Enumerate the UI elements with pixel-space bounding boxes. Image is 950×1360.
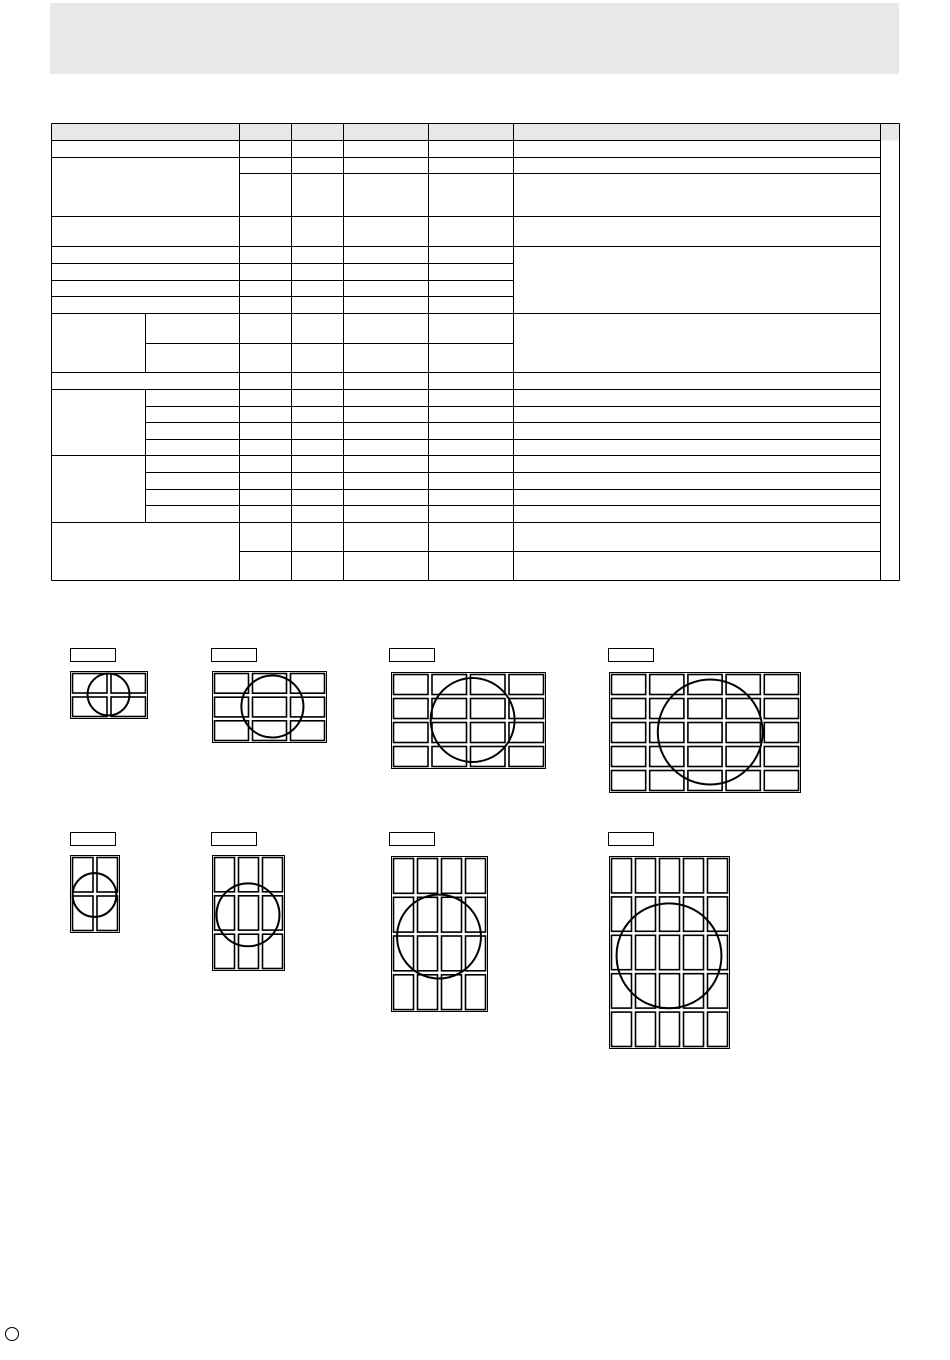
- portrait-layout-diagram-5x5: [609, 856, 730, 1049]
- display-panel: [442, 975, 462, 1010]
- display-panel: [73, 858, 94, 893]
- display-panel: [688, 747, 722, 767]
- display-panel: [215, 858, 235, 892]
- page-number-badge: [5, 1327, 19, 1341]
- display-panel: [239, 934, 259, 968]
- diagram-frame: [610, 673, 801, 793]
- display-panel: [509, 747, 544, 767]
- portrait-layout-label-4x4: [389, 832, 435, 846]
- display-panel: [291, 674, 325, 694]
- display-panel: [263, 934, 283, 968]
- display-panel: [442, 859, 462, 894]
- display-panel: [432, 699, 467, 719]
- diagram-frame: [610, 857, 730, 1049]
- test-pattern-circle: [73, 873, 117, 917]
- display-panel: [612, 699, 646, 719]
- display-panel: [442, 897, 462, 932]
- display-panel: [684, 859, 704, 893]
- display-panel: [612, 935, 632, 969]
- display-panel: [764, 675, 798, 695]
- display-panel: [215, 674, 249, 694]
- portrait-layout-diagram-2x2: [70, 855, 120, 933]
- table-header-row: [52, 124, 900, 141]
- display-panel: [466, 975, 486, 1010]
- display-panel: [239, 858, 259, 892]
- display-panel: [612, 771, 646, 791]
- display-panel: [764, 747, 798, 767]
- display-panel: [726, 699, 760, 719]
- test-pattern-circle: [88, 674, 130, 716]
- diagram-frame: [213, 856, 285, 971]
- display-panel: [684, 1012, 704, 1046]
- display-panel: [418, 975, 438, 1010]
- diagram-frame: [392, 673, 546, 769]
- landscape-layout-diagram-4x4: [391, 672, 546, 769]
- diagram-frame: [71, 672, 148, 719]
- portrait-layout-label-5x5: [608, 832, 654, 846]
- display-panel: [263, 858, 283, 892]
- display-panel: [636, 935, 656, 969]
- display-panel: [394, 723, 429, 743]
- display-panel: [418, 897, 438, 932]
- landscape-layout-label-5x5: [608, 648, 654, 662]
- portrait-layout-diagram-4x4: [391, 856, 488, 1012]
- display-panel: [394, 747, 429, 767]
- display-panel: [636, 859, 656, 893]
- display-panel: [432, 747, 467, 767]
- display-panel: [764, 771, 798, 791]
- display-panel: [708, 974, 728, 1008]
- display-panel: [612, 897, 632, 931]
- display-panel: [612, 723, 646, 743]
- display-panel: [708, 935, 728, 969]
- landscape-layout-diagram-3x3: [212, 671, 327, 743]
- display-panel: [466, 859, 486, 894]
- test-pattern-circle: [217, 883, 280, 946]
- display-panel: [291, 721, 325, 741]
- display-panel: [394, 675, 429, 695]
- display-panel: [726, 747, 760, 767]
- display-panel: [471, 747, 506, 767]
- portrait-layout-label-3x3: [211, 832, 257, 846]
- display-panel: [215, 721, 249, 741]
- display-panel: [708, 897, 728, 931]
- display-panel: [291, 697, 325, 717]
- settings-table: [0, 0, 950, 600]
- display-panel: [394, 975, 414, 1010]
- diagram-frame: [392, 857, 488, 1012]
- display-panel: [764, 723, 798, 743]
- display-panel: [684, 935, 704, 969]
- display-panel: [764, 699, 798, 719]
- landscape-layout-label-4x4: [389, 648, 435, 662]
- display-panel: [394, 859, 414, 894]
- display-panel: [612, 747, 646, 767]
- display-panel: [688, 675, 722, 695]
- display-panel: [432, 723, 467, 743]
- display-panel: [394, 699, 429, 719]
- display-panel: [726, 723, 760, 743]
- landscape-layout-label-3x3: [211, 648, 257, 662]
- display-panel: [660, 1012, 680, 1046]
- display-panel: [612, 859, 632, 893]
- portrait-layout-diagram-3x3: [212, 855, 285, 971]
- landscape-layout-diagram-5x5: [609, 672, 801, 793]
- portrait-layout-label-2x2: [70, 832, 116, 846]
- landscape-layout-diagram-2x2: [70, 671, 148, 719]
- display-panel: [471, 723, 506, 743]
- display-panel: [688, 699, 722, 719]
- diagram-frame: [71, 856, 120, 933]
- display-panel: [215, 697, 249, 717]
- display-panel: [215, 934, 235, 968]
- display-panel: [660, 897, 680, 931]
- display-panel: [509, 675, 544, 695]
- display-panel: [253, 697, 287, 717]
- display-panel: [471, 699, 506, 719]
- display-panel: [636, 1012, 656, 1046]
- display-panel: [650, 747, 684, 767]
- test-pattern-circle: [431, 678, 515, 762]
- display-panel: [442, 936, 462, 971]
- landscape-layout-label-2x2: [70, 648, 116, 662]
- display-panel: [650, 723, 684, 743]
- display-panel: [418, 859, 438, 894]
- test-pattern-circle: [241, 675, 303, 737]
- display-panel: [688, 723, 722, 743]
- display-panel: [660, 974, 680, 1008]
- display-panel: [239, 896, 259, 930]
- display-panel: [418, 936, 438, 971]
- display-panel: [612, 1012, 632, 1046]
- display-panel: [612, 675, 646, 695]
- display-panel: [660, 859, 680, 893]
- display-panel: [650, 675, 684, 695]
- display-panel: [660, 935, 680, 969]
- display-panel: [708, 1012, 728, 1046]
- diagram-frame: [213, 672, 327, 743]
- display-panel: [708, 859, 728, 893]
